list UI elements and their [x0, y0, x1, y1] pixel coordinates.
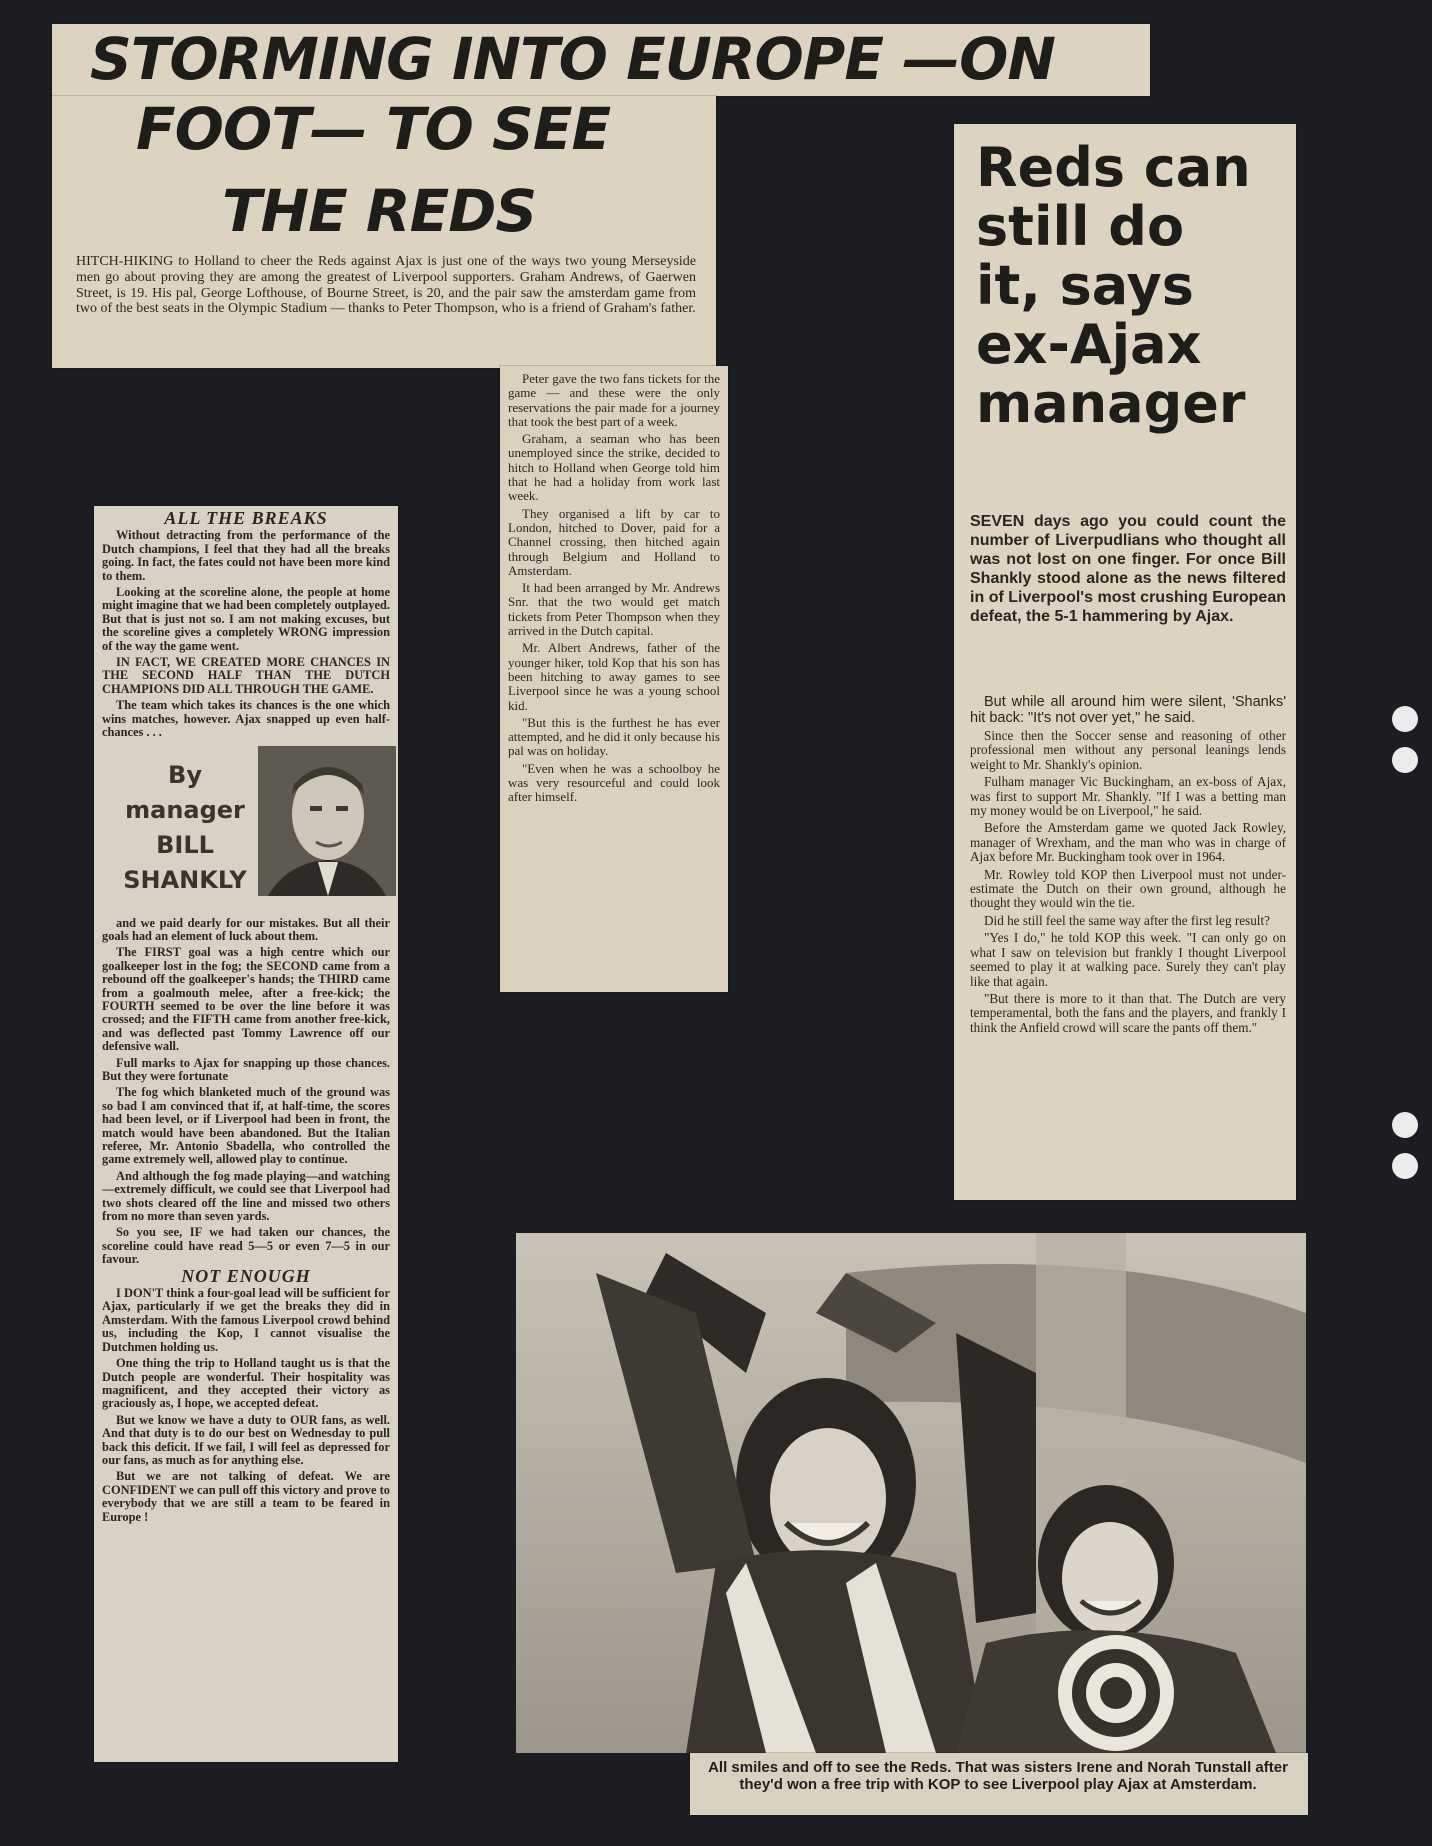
binder-hole: [1392, 1112, 1418, 1138]
byline-text: [120, 758, 250, 898]
right-headline-line: still do: [976, 195, 1185, 258]
byline: [102, 746, 390, 911]
binder-hole: [1392, 706, 1418, 732]
paragraph: Since then the Soccer sense and reasoning of other professional men without any personal leanings lends weight to Mr. Shankly's opinion.: [970, 728, 1286, 772]
paragraph: The fog which blanketed much of the ground was so bad I am convinced that if, at half-time, the scores had been level, or if Liverpool had been in front, the match would have been abandoned. But the Italian referee, Mr. Antonio Sbadella, who controlled the game extremely well, allowed play to continue.: [102, 1085, 390, 1167]
paragraph: But while all around him were silent, 'Shanks' hit back: "It's not over yet," he said.: [970, 694, 1286, 726]
article-storming-intro: [52, 96, 716, 368]
byline-role: manager: [125, 795, 245, 824]
paragraph: IN FACT, WE CREATED MORE CHANCES IN THE SECOND HALF THAN THE DUTCH CHAMPIONS DID ALL THROUGH THE GAME.: [102, 655, 390, 696]
binder-hole: [1392, 747, 1418, 773]
paragraph: So you see, IF we had taken our chances, the scoreline could have read 5—5 or even 7—5 in our favour.: [102, 1225, 390, 1267]
intro-paragraph: HITCH-HIKING to Holland to cheer the Reds against Ajax is just one of the ways two young Merseyside men go about proving they are among the greatest of Liverpool supporters. Graham Andrews, of Gaerwen Street, is 19. His pal, George Lofthouse, of Bourne Street, is 20, and the pair saw the amsterdam game from two of the best seats in the Olympic Stadium — thanks to Peter Thompson, who is a friend of Graham's father.: [76, 254, 696, 317]
paragraph: Graham, a seaman who has been unemployed since the strike, decided to hitch to Holland when George told him that he had a holiday from work last week.: [508, 431, 720, 504]
right-headline-line: manager: [976, 372, 1246, 435]
article-storming-headline: [52, 24, 1150, 96]
paragraph: Mr. Rowley told KOP then Liverpool must not under-estimate the Dutch on their own ground, although he thought they would win the tie.: [970, 866, 1286, 911]
right-headline-line: ex-Ajax: [976, 313, 1202, 376]
subhead-not-enough: NOT ENOUGH: [181, 1265, 311, 1286]
binder-hole: [1392, 1153, 1418, 1179]
byline-first-name: BILL: [156, 830, 214, 859]
right-headline: [976, 138, 1251, 433]
paragraph: I DON'T think a four-goal lead will be sufficient for Ajax, particularly if we get the breaks they did in Amsterdam. With the famous Liverpool crowd behind us, including the Kop, I cannot visualise the Dutchmen holding us.: [102, 1286, 390, 1354]
storming-column-text: [508, 372, 720, 808]
right-body: [970, 694, 1286, 1038]
shankly-text: [102, 510, 390, 1527]
paragraph: "But this is the furthest he has ever attempted, and he did it only because his pal was on holiday.: [508, 714, 720, 759]
right-headline-line: it, says: [976, 254, 1194, 317]
paragraph: The FIRST goal was a high centre which our goalkeeper lost in the fog; the SECOND came from a rebound off the goalkeeper's hands; the THIRD came from a goalmouth melee, after a free-kick; the FOURTH seemed to be over the line before it was crossed; and the FIFTH came from another free-kick, and was deflected past Tommy Lawrence off our defensive wall.: [102, 945, 390, 1054]
subhead-all-the-breaks: ALL THE BREAKS: [164, 508, 328, 528]
portrait-photo: [258, 746, 396, 896]
photo-caption-box: [690, 1753, 1308, 1815]
article-reds-can-still-do-it: [954, 124, 1296, 1200]
paragraph: One thing the trip to Holland taught us is that the Dutch people are wonderful. Their hospitality was magnificent, and they accepted their victory as graciously as, I hope, we accepted defeat.: [102, 1356, 390, 1411]
paragraph: "Even when he was a schoolboy he was very resourceful and could look after himself.: [508, 760, 720, 805]
paragraph: Did he still feel the same way after the first leg result?: [984, 912, 1270, 928]
paragraph: And although the fog made playing—and watching—extremely difficult, we could see that Liverpool had two shots cleared off the line and missed two others from no more than seven yards.: [102, 1168, 390, 1224]
photo-sisters-tunstall: [516, 1233, 1306, 1753]
paragraph: It had been arranged by Mr. Andrews Snr. that the two would get match tickets from Peter Thompson when they arrived in the Dutch capital.: [508, 580, 720, 639]
paragraph: The team which takes its chances is the one which wins matches, however. Ajax snapped up even half-chances . . .: [102, 698, 390, 740]
paragraph: Fulham manager Vic Buckingham, an ex-boss of Ajax, was first to support Mr. Shankly. "If I was a betting man my money would be on Liverpool," he said.: [970, 774, 1286, 819]
paragraph: They organised a lift by car to London, hitched to Dover, paid for a Channel crossing, then hitched again through Belgium and Holland to Amsterdam.: [508, 505, 720, 578]
paragraph: Before the Amsterdam game we quoted Jack Rowley, manager of Wrexham, and the man who was in charge of Ajax before Mr. Buckingham took over in 1964.: [970, 820, 1286, 865]
paragraph: Mr. Albert Andrews, father of the younger hiker, told Kop that his son has been hitching to away games to see Liverpool since he was a young school kid.: [508, 640, 720, 713]
article-shankly-column: [94, 506, 398, 1762]
byline-by: By: [168, 760, 202, 789]
right-lead: SEVEN days ago you could count the number of Liverpudlians who thought all was not lost on one finger. For once Bill Shankly stood alone as the news filtered in of Liverpool's most crushing European defeat, the 5-1 hammering by Ajax.: [970, 513, 1286, 625]
right-headline-line: Reds can: [976, 136, 1251, 199]
headline-line-3: THE REDS: [222, 177, 537, 245]
headline-line-1: STORMING INTO EUROPE —ON: [90, 25, 1055, 93]
photo-caption: All smiles and off to see the Reds. That was sisters Irene and Norah Tunstall after they'd won a free trip with KOP to see Liverpool play Ajax at Amsterdam.: [708, 1759, 1288, 1793]
paragraph: But we are not talking of defeat. We are CONFIDENT we can pull off this victory and prove to everybody that we are still a team to be feared in Europe !: [102, 1469, 390, 1524]
paragraph: Without detracting from the performance of the Dutch champions, I feel that they had all the breaks going. In fact, the fates could not have been more kind to them.: [102, 528, 390, 583]
byline-surname: SHANKLY: [123, 865, 247, 894]
article-storming-column: [500, 366, 728, 992]
paragraph: "But there is more to it than that. The Dutch are very temperamental, both the fans and the players, and frankly I think the Anfield crowd will scare the pants off them.": [970, 990, 1286, 1035]
paragraph: and we paid dearly for our mistakes. But all their goals had an element of luck about them.: [102, 915, 390, 943]
paragraph: Full marks to Ajax for snapping up those chances. But they were fortunate: [102, 1055, 390, 1083]
paragraph: Peter gave the two fans tickets for the game — and these were the only reservations the pair made for a journey that took the best part of a week.: [508, 371, 720, 429]
paragraph: Looking at the scoreline alone, the people at home might imagine that we had been completely outplayed. But that is just not so. I am not making excuses, but the scoreline gives a completely WRONG impression of the way the game went.: [102, 585, 390, 653]
paragraph: "Yes I do," he told KOP this week. "I can only go on what I saw on television but frankly I thought Liverpool seemed to play it at walking pace. Surely they can't play like that again.: [970, 930, 1286, 989]
paragraph: But we know we have a duty to OUR fans, as well. And that duty is to do our best on Wednesday to pull back this deficit. If we fail, I will feel as depressed for our fans, as much as for anything else.: [102, 1412, 390, 1467]
headline-line-2: FOOT— TO SEE: [136, 96, 611, 163]
